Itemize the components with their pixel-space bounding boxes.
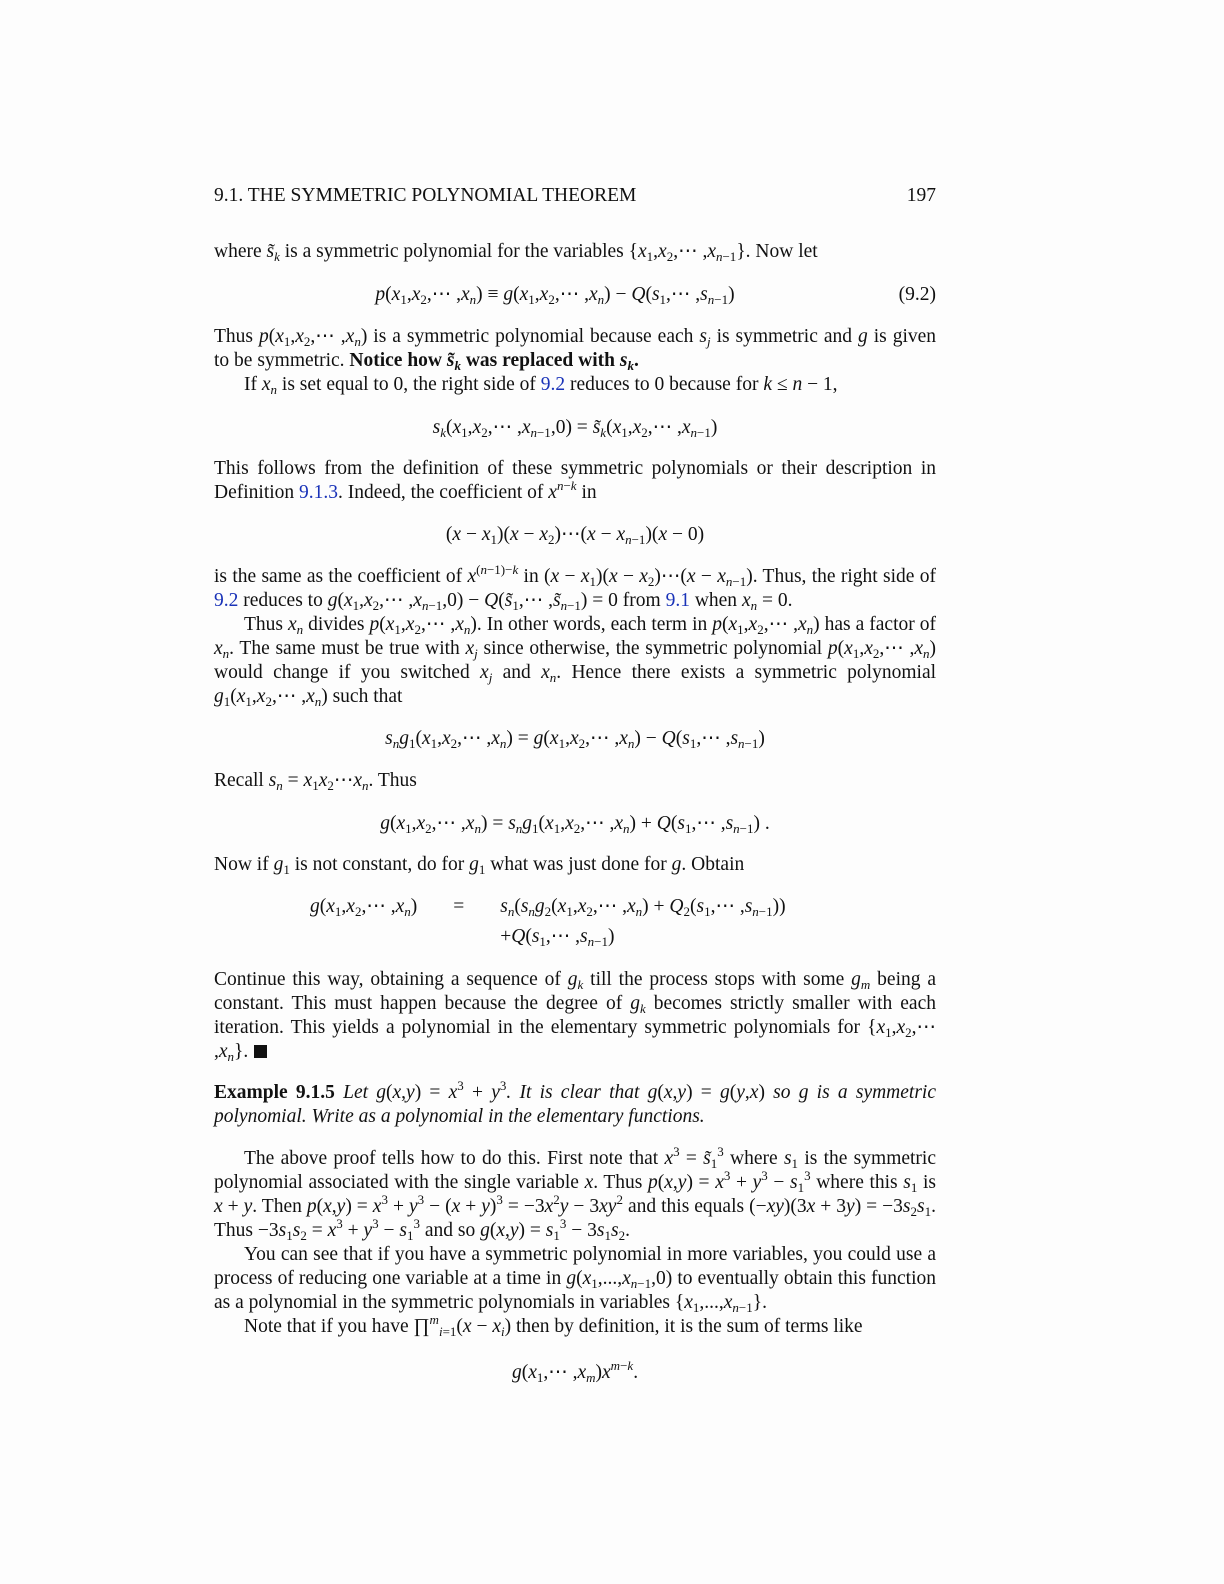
equation-sk-reduction: $s_k(x_1,x_2,\cdots$ $,x_{n-1},0$) = $s̃_k(x_1,x_2,\cdots$ $,x_{n-1}$): [432, 417, 718, 440]
example-label: Example 9.1.5: [214, 1082, 335, 1103]
section-title: 9.1. THE SYMMETRIC POLYNOMIAL THEOREM: [214, 185, 637, 206]
example-statement: Example 9.1.5 Let $g(x,y) = x^3 + y^3$. It is clear that g(x,y) = g(y,x) so g is a symmetric polynomial. Write as a polynomial in the elementary functions.: [214, 1078, 936, 1127]
equation-g-expansion: $g(x_1,x_2,\cdots$ $,x_n$) = $s_ng_1(x_1,x_2,\cdots$ $,x_n$) + $Q(s_1,\cdots$ $,s_{n-1}$) .: [380, 813, 770, 836]
equation-product: $(x - x_1)(x$ − $x_2)\cdots(x - x_{n-1})(x - 0)$: [445, 524, 705, 547]
equation-sn-g1: $s_ng_1(x_1,x_2,\cdots$ $,x_n$) = $g(x_1,x_2,\cdots$ $,x_n$) − $Q(s_1,\cdots$ $,s_{n-1}$): [385, 728, 765, 751]
paragraph-proof-tells: The above proof tells how to do this. First note that $x^3$ = $s̃_1^3$ where $s_1$ is the symmetric polynomial associated with the single variable x. Thus $p(x,y) = x^3 + y^3 - s_1^3$ where this $s_1$ is x + y. Then $p(x,y) = x^3 + y^3 - (x + y)^3 = -3x^2y - 3xy^2$ and this equals $(-xy)(3x + 3y) = -3s_2s_1$. Thus $-3s_1s_2 = x^3 + y^3 - s_1^3$ and so $g(x,y) = s_1^3 - 3s_1s_2$. You can see that if you have a symmetric polynomial in more variables, you could use a process of reducing one variable at a time in $g(x_1,...,x_{n-1},0)$ to eventually obtain this function as a polynomial in the symmetric polynomials in variables $\{x_1,...,x_{n-1}\}$. Note that if you have ∏$^m_{i=1}$(x − $x_i$) then by definition, it is the sum of terms like: [214, 1144, 937, 1339]
paragraph-intro: where $s̃_k$ is a symmetric polynomial for the variables {$x_1,x_2,\cdots$ $,x_{n-1}$}. Now let: [214, 241, 818, 264]
running-header: [214, 184, 936, 208]
paragraph-definition: This follows from the definition of these symmetric polynomials or their description in Definition 9.1.3. Indeed, the coefficient of $x^{n-k}$ in: [214, 458, 936, 503]
paragraph-now-if: Now if $g_1$ is not constant, do for $g_1$ what was just done for g. Obtain: [214, 854, 745, 877]
equation-number: (9.2): [898, 284, 936, 305]
link-eq-9-2[interactable]: 9.2: [540, 374, 566, 395]
paragraph-coefficient: is the same as the coefficient of $x^{(n-1)-k}$ in $(x - x_1)(x$ − $x_2)\cdots(x - x_{n-1})$. Thus, the right side of 9.2 reduces to $g(x_1,x_2,\cdots$ $,x_{n-1},0$) − $Q(s̃_1,\cdots$ $,s̃_{n-1}) = 0$ from 9.1 when $x_n = 0$. Thus $x_n$ divides $p(x_1,x_2,\cdots$ $,x_n$). In other words, each term in $p(x_1,x_2,\cdots$ $,x_n$) has a factor of $x_n$. The same must be true with $x_j$ since otherwise, the symmetric polynomial $p(x_1,x_2,\cdots$ $,x_n$) would change if you switched $x_j$ and $x_n$. Hence there exists a symmetric polynomial $g_1(x_1,x_2,\cdots$ $,x_n$) such that: [214, 562, 937, 709]
paragraph-symmetric: Thus $p(x_1,x_2,\cdots$ $,x_n$) is a symmetric polynomial because each $s_j$ is symmetric and g is given to be symmetric. Notice how $s̃_k$ was replaced with $s_k$. If $x_n$ is set equal to 0, the right side of 9.2 reduces to 0 because for k ≤ n − 1,: [214, 326, 937, 397]
equation-sum-terms: $g(x_1,\cdots$ $,x_m)x^{m-k}$.: [511, 1358, 639, 1385]
link-eq-9-2-b[interactable]: 9.2: [214, 590, 239, 611]
link-def-9-1-3[interactable]: 9.1.3: [299, 482, 339, 503]
link-eq-9-1[interactable]: 9.1: [665, 590, 690, 611]
paragraph-continue: Continue this way, obtaining a sequence of $g_k$ till the process stops with some $g_m$ being a constant. This must happen because the degree of $g_k$ becomes strictly smaller with each iteration. This yields a polynomial in the elementary symmetric polynomials for {$x_1,x_2,\cdots$ $,x_n$}.: [214, 969, 936, 1064]
page-number: 197: [906, 185, 936, 206]
equation-aligned: $g(x_1,x_2,\cdots$ $,x_n$) = $s_n(s_ng_2(x_1,x_2,\cdots$ $,x_n$) + $Q_2(s_1,\cdots$ $,s_{n-1}$)) $+Q(s_1,\cdots$ $,s_{n-1}$): [310, 896, 786, 949]
equation-9-2: $p(x_1,x_2,\cdots$ $,x_n$) ≡ $g(x_1,x_2,\cdots$ $,x_n$) − $Q(s_1,\cdots$ $,s_{n-1}$) (9.2): [375, 284, 936, 307]
paragraph-recall: Recall $s_n$ = $x_1x_2\cdots x_n$. Thus: [214, 770, 417, 793]
qed-square-icon: [254, 1045, 267, 1058]
